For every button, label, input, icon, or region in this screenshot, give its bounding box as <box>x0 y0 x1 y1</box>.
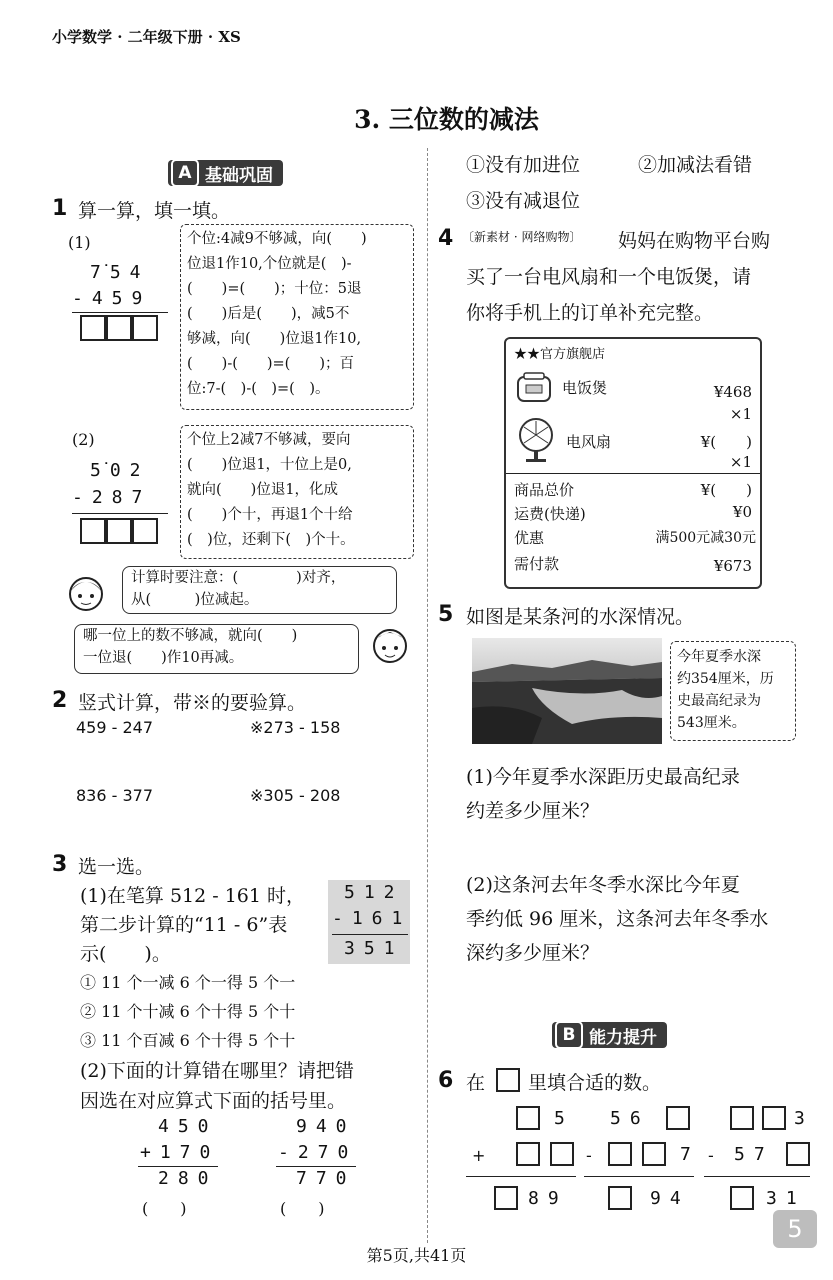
q3-v1-row1: 450 <box>158 1116 218 1137</box>
item2-price: ¥( ) <box>700 433 752 451</box>
q1-number: 1 <box>52 196 68 221</box>
item1-qty: ×1 <box>729 405 752 423</box>
q6a-box[interactable] <box>494 1186 518 1210</box>
q2-item-3: 836 - 377 <box>76 786 154 805</box>
page-badge: 5 <box>773 1210 817 1248</box>
q1-part1-answer-boxes <box>80 315 158 345</box>
section-b-tag <box>552 1022 667 1048</box>
q3-part1-text: (1)在笔算 512 - 161 时， 第二步计算的“11 - 6”表 示( )。 <box>80 885 306 965</box>
q6-post: 里填合适的数。 <box>528 1072 662 1094</box>
q6-example-box <box>496 1068 520 1092</box>
q6b-op: - <box>586 1146 592 1165</box>
q6b-digit: 7 <box>680 1144 700 1165</box>
item2-qty: ×1 <box>729 453 752 471</box>
q1-part1-line <box>72 312 168 313</box>
section-b-label: 能力提升 <box>589 1027 657 1048</box>
item2-name: 电风扇 <box>566 433 612 451</box>
q1-part2-hint-box: 个位上2减7不够减，要向 ( )位退1，十位上是0, 就向( )位退1，化成 ( )个十，再退1个十给 ( )位，还剩下( )个十。 <box>180 425 414 559</box>
q1-part2-answer-boxes <box>80 518 158 548</box>
q6b-box[interactable] <box>642 1142 666 1166</box>
q6b-digits: 56 <box>610 1108 650 1129</box>
q1-part2-row1: 5̇02 <box>90 460 150 481</box>
q3-calc-line <box>332 934 408 935</box>
answer-box[interactable] <box>132 315 158 341</box>
electric-fan-icon <box>516 415 556 465</box>
q3-v2-row1: 940 <box>296 1116 356 1137</box>
q2-item-2: ※273 - 158 <box>250 718 341 737</box>
q6c-digits: 57 <box>734 1144 774 1165</box>
order-card <box>504 337 762 589</box>
q2-item-4: ※305 - 208 <box>250 786 341 805</box>
q6c-digit: 3 <box>794 1108 814 1129</box>
q6c-box[interactable] <box>762 1106 786 1130</box>
q6b-box[interactable] <box>666 1106 690 1130</box>
q5-text: 如图是某条河的水深情况。 <box>466 606 695 628</box>
item1-price: ¥468 <box>713 383 752 401</box>
q2-number: 2 <box>52 688 68 713</box>
q6b-box[interactable] <box>608 1142 632 1166</box>
q3-option-2[interactable]: ② 11 个十减 6 个十得 5 个十 <box>80 1002 296 1021</box>
q6a-result: 89 <box>528 1188 568 1209</box>
item1-name: 电饭煲 <box>562 379 608 397</box>
section-b-letter: B <box>555 1021 583 1049</box>
q3-options <box>80 968 295 1055</box>
section-a-letter: A <box>171 159 199 187</box>
page-footer: 第5页,共41页 <box>366 1246 467 1265</box>
q3-v1-row3: 280 <box>158 1168 218 1189</box>
total-value: ¥( ) <box>700 481 752 499</box>
total-label: 商品总价 <box>514 481 575 499</box>
q6a-op: + <box>472 1146 486 1165</box>
q6a-line <box>466 1176 576 1177</box>
shipping-label: 运费(快递) <box>514 505 586 523</box>
q6-number: 6 <box>438 1068 454 1093</box>
q1-text: 算一算，填一填。 <box>78 200 231 222</box>
discount-label: 优惠 <box>514 529 545 547</box>
q4-text-1: 妈妈在购物平台购 <box>618 230 771 252</box>
q1-part2-label: (2) <box>72 430 95 449</box>
q5-sub2: (2)这条河去年冬季水深比今年夏 季约低 96 厘米，这条河去年冬季水 深约多少厘米？ <box>466 874 769 964</box>
order-divider <box>506 473 760 474</box>
q3-calc-row2: -161 <box>332 908 412 929</box>
q5-note-box: 今年夏季水深 约354厘米，历 史最高纪录为 543厘米。 <box>670 641 796 741</box>
q4-tag: 〔新素材 · 网络购物〕 <box>462 230 582 244</box>
section-a-label: 基础巩固 <box>205 165 273 186</box>
q6a-box[interactable] <box>516 1106 540 1130</box>
section-a-tag <box>168 160 283 186</box>
column-divider <box>427 148 429 1243</box>
q4-text-2: 买了一台电风扇和一个电饭煲，请 <box>466 266 752 288</box>
q3-number: 3 <box>52 852 68 877</box>
q3-text: 选一选。 <box>78 856 155 878</box>
q1-part1-row1: 7̇54 <box>90 262 150 283</box>
q6c-box[interactable] <box>730 1106 754 1130</box>
q6a-box[interactable] <box>516 1142 540 1166</box>
girl-avatar-icon <box>56 570 116 618</box>
q2-text: 竖式计算，带※的要验算。 <box>78 692 307 714</box>
q6c-box[interactable] <box>730 1186 754 1210</box>
shipping-value: ¥0 <box>732 503 752 521</box>
q4-number: 4 <box>438 226 454 251</box>
q2-item-1: 459 - 247 <box>76 718 154 737</box>
discount-value: 满500元减30元 <box>655 530 756 546</box>
river-photo <box>472 638 662 744</box>
rice-cooker-icon <box>514 369 554 405</box>
pay-label: 需付款 <box>514 555 560 573</box>
q1-part1-hint-box: 个位:4减9不够减，向( ) 位退1作10,个位就是( )- ( )=( )；十位：5退 ( )后是( )，减5不 够减，向( )位退1作10, ( )-( )=( )；百 位:7-( )-( )=( )。 <box>180 224 414 410</box>
q6c-result: 31 <box>766 1188 806 1209</box>
q3-v2-row3: 770 <box>296 1168 356 1189</box>
q3-part2-text: (2)下面的计算错在哪里？请把错 因选在对应算式下面的括号里。 <box>80 1060 354 1112</box>
q1-part1-label: (1) <box>68 233 91 252</box>
answer-box[interactable] <box>80 518 106 544</box>
q3-v2-paren[interactable]: ( ) <box>280 1199 325 1218</box>
q6c-box[interactable] <box>786 1142 810 1166</box>
q6b-line <box>584 1176 694 1177</box>
q6c-line <box>704 1176 810 1177</box>
lesson-title: 3. 三位数的减法 <box>354 105 539 134</box>
q3-v1-line <box>138 1166 218 1167</box>
q3-calc-row1: 512 <box>344 882 404 903</box>
shop-name: ★★官方旗舰店 <box>514 347 606 362</box>
q6b-box[interactable] <box>608 1186 632 1210</box>
q3-v1-row2: +170 <box>140 1142 220 1163</box>
q3-option-1[interactable]: ① 11 个一减 6 个一得 5 个一 <box>80 973 296 992</box>
q3-v2-row2: -270 <box>278 1142 358 1163</box>
q1-part2-line <box>72 513 168 514</box>
q6a-digit: 5 <box>554 1108 574 1129</box>
book-header: 小学数学 · 二年级下册 · XS <box>52 28 241 46</box>
answer-box[interactable] <box>132 518 158 544</box>
q1-part2-row2: -287 <box>72 487 152 508</box>
boy-avatar-icon <box>362 620 418 672</box>
q3-v1-paren[interactable]: ( ) <box>142 1199 187 1218</box>
reason-3: ③没有减退位 <box>466 190 581 212</box>
reason-1: ①没有加进位 <box>466 154 581 176</box>
q6a-box[interactable] <box>550 1142 574 1166</box>
q4-text-3: 你将手机上的订单补充完整。 <box>466 302 714 324</box>
answer-box[interactable] <box>106 315 132 341</box>
q5-number: 5 <box>438 602 454 627</box>
q1-part1-row2: -459 <box>72 288 152 309</box>
tip-bubble-2: 哪一位上的数不够减，就向( ) 一位退( )作10再减。 <box>74 624 359 674</box>
q3-calc-panel <box>328 880 410 964</box>
answer-box[interactable] <box>80 315 106 341</box>
q5-sub1: (1)今年夏季水深距历史最高纪录 约差多少厘米？ <box>466 766 740 822</box>
q3-option-3[interactable]: ③ 11 个百减 6 个十得 5 个十 <box>80 1031 296 1050</box>
reason-2: ②加减法看错 <box>638 154 753 176</box>
answer-box[interactable] <box>106 518 132 544</box>
q6c-op: - <box>708 1146 714 1165</box>
q6b-result: 94 <box>650 1188 690 1209</box>
q3-calc-row3: 351 <box>344 938 404 959</box>
tip-bubble-1: 计算时要注意：( )对齐， 从( )位减起。 <box>122 566 397 614</box>
q3-v2-line <box>276 1166 356 1167</box>
pay-value: ¥673 <box>713 557 752 575</box>
q6-pre: 在 <box>466 1072 486 1094</box>
